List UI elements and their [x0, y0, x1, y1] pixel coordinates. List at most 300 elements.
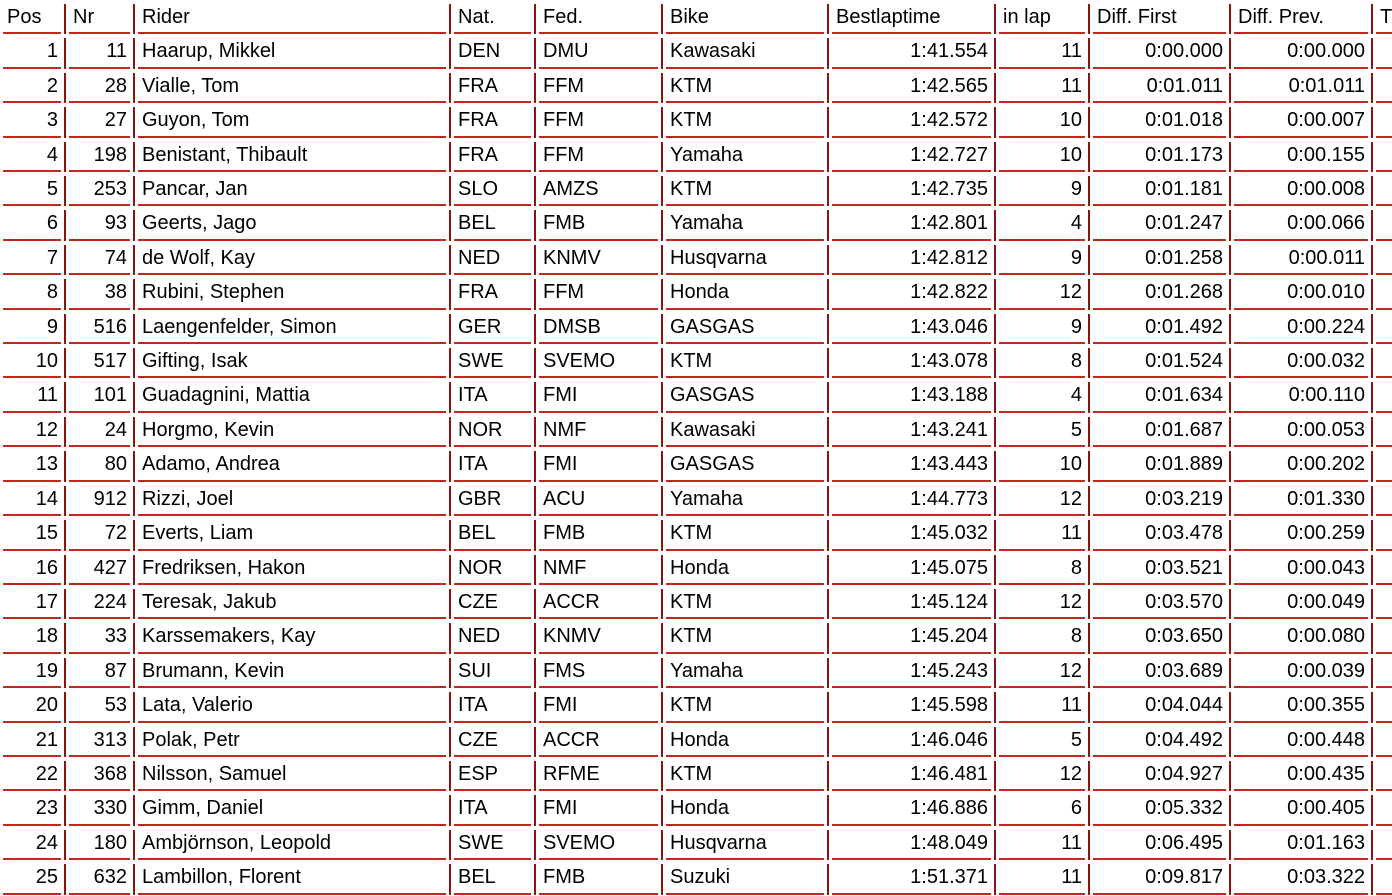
- cell-bestlaptime: 1:45.124: [829, 585, 996, 619]
- cell-bestlaptime: 1:45.204: [829, 619, 996, 653]
- cell-in-lap: 12: [996, 757, 1090, 791]
- cell-nr: 427: [66, 551, 135, 585]
- cell-diff-first: 0:03.219: [1090, 482, 1231, 516]
- cell-bike: KTM: [663, 619, 829, 653]
- cell-bike: Yamaha: [663, 482, 829, 516]
- cell-bike: KTM: [663, 688, 829, 722]
- cell-diff-first: 0:01.268: [1090, 275, 1231, 309]
- cell-fed: NMF: [536, 413, 663, 447]
- header-row: [0, 0, 1392, 34]
- cell-rider: Ambjörnson, Leopold: [135, 826, 451, 860]
- table-row: [0, 172, 1392, 206]
- cell-truncated: [1373, 688, 1392, 722]
- cell-nat: DEN: [451, 34, 536, 68]
- table-row: [0, 860, 1392, 894]
- cell-bike: KTM: [663, 69, 829, 103]
- cell-diff-prev: 0:00.405: [1231, 791, 1373, 825]
- cell-diff-first: 0:01.247: [1090, 206, 1231, 240]
- cell-nat: FRA: [451, 103, 536, 137]
- cell-diff-prev: 0:00.259: [1231, 516, 1373, 550]
- cell-pos: 7: [0, 241, 66, 275]
- cell-diff-first: 0:03.689: [1090, 654, 1231, 688]
- cell-pos: 23: [0, 791, 66, 825]
- cell-bike: Kawasaki: [663, 34, 829, 68]
- cell-fed: FMB: [536, 860, 663, 894]
- cell-pos: 10: [0, 344, 66, 378]
- column-header-pos: Pos: [0, 0, 66, 34]
- table-row: [0, 34, 1392, 68]
- cell-in-lap: 8: [996, 344, 1090, 378]
- cell-nat: SLO: [451, 172, 536, 206]
- table-row: [0, 723, 1392, 757]
- cell-truncated: [1373, 241, 1392, 275]
- cell-rider: Nilsson, Samuel: [135, 757, 451, 791]
- cell-bike: Husqvarna: [663, 241, 829, 275]
- cell-nr: 27: [66, 103, 135, 137]
- cell-fed: FFM: [536, 138, 663, 172]
- cell-diff-first: 0:03.650: [1090, 619, 1231, 653]
- cell-in-lap: 11: [996, 516, 1090, 550]
- cell-truncated: [1373, 69, 1392, 103]
- cell-bike: Husqvarna: [663, 826, 829, 860]
- cell-bike: KTM: [663, 757, 829, 791]
- cell-nat: BEL: [451, 516, 536, 550]
- cell-nr: 368: [66, 757, 135, 791]
- column-header-in-lap: in lap: [996, 0, 1090, 34]
- cell-pos: 18: [0, 619, 66, 653]
- cell-bike: Honda: [663, 791, 829, 825]
- cell-diff-prev: 0:00.202: [1231, 447, 1373, 481]
- table-row: [0, 69, 1392, 103]
- cell-bestlaptime: 1:42.572: [829, 103, 996, 137]
- cell-truncated: [1373, 206, 1392, 240]
- cell-diff-prev: 0:00.448: [1231, 723, 1373, 757]
- cell-pos: 1: [0, 34, 66, 68]
- cell-diff-prev: 0:01.011: [1231, 69, 1373, 103]
- table-row: [0, 516, 1392, 550]
- cell-diff-prev: 0:00.039: [1231, 654, 1373, 688]
- cell-truncated: [1373, 757, 1392, 791]
- cell-nr: 53: [66, 688, 135, 722]
- cell-pos: 9: [0, 310, 66, 344]
- cell-nat: BEL: [451, 860, 536, 894]
- column-header-diff-prev: Diff. Prev.: [1231, 0, 1373, 34]
- cell-truncated: [1373, 413, 1392, 447]
- cell-diff-first: 0:06.495: [1090, 826, 1231, 860]
- cell-nr: 313: [66, 723, 135, 757]
- cell-diff-prev: 0:00.155: [1231, 138, 1373, 172]
- cell-diff-prev: 0:03.322: [1231, 860, 1373, 894]
- cell-pos: 11: [0, 378, 66, 412]
- cell-fed: FFM: [536, 103, 663, 137]
- cell-bestlaptime: 1:46.481: [829, 757, 996, 791]
- table-row: [0, 241, 1392, 275]
- cell-pos: 6: [0, 206, 66, 240]
- cell-bestlaptime: 1:45.075: [829, 551, 996, 585]
- cell-fed: FFM: [536, 69, 663, 103]
- cell-truncated: [1373, 138, 1392, 172]
- cell-nat: NOR: [451, 413, 536, 447]
- cell-rider: Rubini, Stephen: [135, 275, 451, 309]
- table-row: [0, 826, 1392, 860]
- cell-bike: KTM: [663, 516, 829, 550]
- cell-nr: 28: [66, 69, 135, 103]
- cell-in-lap: 8: [996, 619, 1090, 653]
- cell-nat: NED: [451, 241, 536, 275]
- cell-in-lap: 5: [996, 413, 1090, 447]
- cell-rider: Pancar, Jan: [135, 172, 451, 206]
- cell-rider: Karssemakers, Kay: [135, 619, 451, 653]
- cell-fed: KNMV: [536, 241, 663, 275]
- cell-in-lap: 9: [996, 172, 1090, 206]
- cell-nat: FRA: [451, 69, 536, 103]
- cell-nr: 101: [66, 378, 135, 412]
- cell-fed: AMZS: [536, 172, 663, 206]
- cell-rider: Geerts, Jago: [135, 206, 451, 240]
- cell-nat: CZE: [451, 723, 536, 757]
- cell-diff-prev: 0:00.011: [1231, 241, 1373, 275]
- cell-in-lap: 11: [996, 69, 1090, 103]
- cell-diff-first: 0:01.181: [1090, 172, 1231, 206]
- cell-pos: 25: [0, 860, 66, 894]
- cell-nat: GER: [451, 310, 536, 344]
- cell-diff-prev: 0:00.043: [1231, 551, 1373, 585]
- cell-bestlaptime: 1:42.727: [829, 138, 996, 172]
- cell-diff-prev: 0:00.080: [1231, 619, 1373, 653]
- cell-bike: Honda: [663, 723, 829, 757]
- cell-pos: 8: [0, 275, 66, 309]
- cell-bike: KTM: [663, 344, 829, 378]
- cell-in-lap: 9: [996, 241, 1090, 275]
- cell-rider: Laengenfelder, Simon: [135, 310, 451, 344]
- table-row: [0, 413, 1392, 447]
- cell-pos: 12: [0, 413, 66, 447]
- table-row: [0, 103, 1392, 137]
- cell-diff-prev: 0:00.435: [1231, 757, 1373, 791]
- cell-rider: Brumann, Kevin: [135, 654, 451, 688]
- cell-bestlaptime: 1:43.046: [829, 310, 996, 344]
- cell-truncated: [1373, 172, 1392, 206]
- cell-in-lap: 6: [996, 791, 1090, 825]
- cell-bike: GASGAS: [663, 447, 829, 481]
- cell-diff-first: 0:01.687: [1090, 413, 1231, 447]
- cell-fed: DMU: [536, 34, 663, 68]
- cell-nr: 330: [66, 791, 135, 825]
- cell-nat: ITA: [451, 791, 536, 825]
- cell-rider: Rizzi, Joel: [135, 482, 451, 516]
- table-row: [0, 344, 1392, 378]
- cell-fed: SVEMO: [536, 344, 663, 378]
- cell-fed: NMF: [536, 551, 663, 585]
- cell-pos: 3: [0, 103, 66, 137]
- cell-bestlaptime: 1:43.188: [829, 378, 996, 412]
- cell-diff-first: 0:01.889: [1090, 447, 1231, 481]
- cell-nr: 516: [66, 310, 135, 344]
- cell-diff-prev: 0:00.224: [1231, 310, 1373, 344]
- cell-in-lap: 12: [996, 275, 1090, 309]
- cell-diff-prev: 0:00.010: [1231, 275, 1373, 309]
- cell-pos: 16: [0, 551, 66, 585]
- cell-in-lap: 10: [996, 447, 1090, 481]
- cell-bike: KTM: [663, 585, 829, 619]
- cell-truncated: [1373, 791, 1392, 825]
- cell-nr: 11: [66, 34, 135, 68]
- cell-in-lap: 12: [996, 654, 1090, 688]
- cell-diff-first: 0:00.000: [1090, 34, 1231, 68]
- cell-diff-prev: 0:00.053: [1231, 413, 1373, 447]
- cell-nr: 180: [66, 826, 135, 860]
- cell-truncated: [1373, 310, 1392, 344]
- cell-bestlaptime: 1:46.046: [829, 723, 996, 757]
- cell-in-lap: 11: [996, 826, 1090, 860]
- cell-in-lap: 10: [996, 138, 1090, 172]
- cell-diff-prev: 0:00.032: [1231, 344, 1373, 378]
- cell-pos: 22: [0, 757, 66, 791]
- table-row: [0, 551, 1392, 585]
- cell-in-lap: 4: [996, 378, 1090, 412]
- cell-diff-first: 0:01.634: [1090, 378, 1231, 412]
- cell-pos: 21: [0, 723, 66, 757]
- cell-bike: Honda: [663, 275, 829, 309]
- cell-nat: SWE: [451, 826, 536, 860]
- cell-nr: 33: [66, 619, 135, 653]
- cell-bike: Kawasaki: [663, 413, 829, 447]
- cell-truncated: [1373, 619, 1392, 653]
- cell-diff-first: 0:03.570: [1090, 585, 1231, 619]
- cell-diff-prev: 0:00.355: [1231, 688, 1373, 722]
- cell-diff-first: 0:01.492: [1090, 310, 1231, 344]
- table-row: [0, 275, 1392, 309]
- table-row: [0, 310, 1392, 344]
- cell-bestlaptime: 1:42.565: [829, 69, 996, 103]
- cell-bestlaptime: 1:43.443: [829, 447, 996, 481]
- cell-diff-prev: 0:00.000: [1231, 34, 1373, 68]
- cell-fed: FMB: [536, 516, 663, 550]
- cell-rider: Lata, Valerio: [135, 688, 451, 722]
- cell-in-lap: 11: [996, 34, 1090, 68]
- cell-rider: Adamo, Andrea: [135, 447, 451, 481]
- cell-truncated: [1373, 516, 1392, 550]
- cell-nr: 198: [66, 138, 135, 172]
- cell-nat: BEL: [451, 206, 536, 240]
- cell-bestlaptime: 1:43.078: [829, 344, 996, 378]
- cell-fed: SVEMO: [536, 826, 663, 860]
- cell-truncated: [1373, 585, 1392, 619]
- cell-nr: 93: [66, 206, 135, 240]
- cell-rider: Benistant, Thibault: [135, 138, 451, 172]
- cell-bestlaptime: 1:48.049: [829, 826, 996, 860]
- cell-fed: FFM: [536, 275, 663, 309]
- table-row: [0, 688, 1392, 722]
- cell-bestlaptime: 1:41.554: [829, 34, 996, 68]
- cell-pos: 13: [0, 447, 66, 481]
- cell-diff-prev: 0:01.163: [1231, 826, 1373, 860]
- cell-truncated: [1373, 482, 1392, 516]
- cell-diff-first: 0:01.018: [1090, 103, 1231, 137]
- cell-rider: Gimm, Daniel: [135, 791, 451, 825]
- table-row: [0, 206, 1392, 240]
- cell-bestlaptime: 1:42.801: [829, 206, 996, 240]
- cell-bestlaptime: 1:43.241: [829, 413, 996, 447]
- cell-diff-first: 0:04.927: [1090, 757, 1231, 791]
- cell-diff-first: 0:04.044: [1090, 688, 1231, 722]
- cell-pos: 24: [0, 826, 66, 860]
- cell-nr: 224: [66, 585, 135, 619]
- cell-nat: SWE: [451, 344, 536, 378]
- cell-truncated: [1373, 860, 1392, 894]
- cell-nat: GBR: [451, 482, 536, 516]
- cell-bestlaptime: 1:46.886: [829, 791, 996, 825]
- cell-diff-prev: 0:00.066: [1231, 206, 1373, 240]
- cell-nat: FRA: [451, 138, 536, 172]
- cell-fed: FMI: [536, 447, 663, 481]
- cell-pos: 17: [0, 585, 66, 619]
- cell-rider: Vialle, Tom: [135, 69, 451, 103]
- cell-nat: ESP: [451, 757, 536, 791]
- cell-rider: Guadagnini, Mattia: [135, 378, 451, 412]
- table-row: [0, 654, 1392, 688]
- cell-in-lap: 5: [996, 723, 1090, 757]
- cell-nat: NED: [451, 619, 536, 653]
- cell-fed: FMS: [536, 654, 663, 688]
- cell-fed: DMSB: [536, 310, 663, 344]
- cell-nr: 87: [66, 654, 135, 688]
- cell-rider: Guyon, Tom: [135, 103, 451, 137]
- table-row: [0, 757, 1392, 791]
- cell-diff-first: 0:01.258: [1090, 241, 1231, 275]
- cell-rider: Teresak, Jakub: [135, 585, 451, 619]
- cell-nr: 517: [66, 344, 135, 378]
- cell-bike: Yamaha: [663, 654, 829, 688]
- cell-diff-prev: 0:00.110: [1231, 378, 1373, 412]
- cell-bike: GASGAS: [663, 310, 829, 344]
- cell-truncated: [1373, 551, 1392, 585]
- cell-rider: Polak, Petr: [135, 723, 451, 757]
- cell-pos: 5: [0, 172, 66, 206]
- cell-fed: ACCR: [536, 723, 663, 757]
- cell-bike: Yamaha: [663, 138, 829, 172]
- table-row: [0, 791, 1392, 825]
- column-header-nr: Nr: [66, 0, 135, 34]
- cell-diff-prev: 0:00.007: [1231, 103, 1373, 137]
- cell-bike: Yamaha: [663, 206, 829, 240]
- cell-pos: 15: [0, 516, 66, 550]
- cell-nr: 912: [66, 482, 135, 516]
- cell-nat: ITA: [451, 378, 536, 412]
- cell-fed: KNMV: [536, 619, 663, 653]
- table-row: [0, 482, 1392, 516]
- cell-in-lap: 4: [996, 206, 1090, 240]
- cell-diff-first: 0:01.173: [1090, 138, 1231, 172]
- cell-truncated: [1373, 723, 1392, 757]
- cell-pos: 2: [0, 69, 66, 103]
- cell-nr: 38: [66, 275, 135, 309]
- cell-pos: 14: [0, 482, 66, 516]
- cell-fed: FMI: [536, 688, 663, 722]
- cell-fed: FMI: [536, 791, 663, 825]
- cell-in-lap: 11: [996, 688, 1090, 722]
- cell-rider: Lambillon, Florent: [135, 860, 451, 894]
- cell-truncated: [1373, 447, 1392, 481]
- cell-nat: ITA: [451, 688, 536, 722]
- cell-bike: Suzuki: [663, 860, 829, 894]
- cell-truncated: [1373, 103, 1392, 137]
- table-row: [0, 619, 1392, 653]
- cell-nr: 74: [66, 241, 135, 275]
- column-header-bestlaptime: Bestlaptime: [829, 0, 996, 34]
- cell-bike: KTM: [663, 172, 829, 206]
- cell-nr: 24: [66, 413, 135, 447]
- cell-nat: CZE: [451, 585, 536, 619]
- cell-bestlaptime: 1:42.812: [829, 241, 996, 275]
- cell-truncated: [1373, 378, 1392, 412]
- cell-nr: 80: [66, 447, 135, 481]
- cell-fed: ACU: [536, 482, 663, 516]
- cell-nr: 253: [66, 172, 135, 206]
- cell-diff-first: 0:01.011: [1090, 69, 1231, 103]
- cell-nat: NOR: [451, 551, 536, 585]
- cell-diff-first: 0:03.478: [1090, 516, 1231, 550]
- cell-in-lap: 9: [996, 310, 1090, 344]
- cell-truncated: [1373, 344, 1392, 378]
- cell-rider: Everts, Liam: [135, 516, 451, 550]
- cell-rider: Horgmo, Kevin: [135, 413, 451, 447]
- cell-truncated: [1373, 654, 1392, 688]
- cell-diff-prev: 0:01.330: [1231, 482, 1373, 516]
- cell-nr: 72: [66, 516, 135, 550]
- column-header-diff-first: Diff. First: [1090, 0, 1231, 34]
- cell-bestlaptime: 1:44.773: [829, 482, 996, 516]
- cell-nat: ITA: [451, 447, 536, 481]
- cell-bike: GASGAS: [663, 378, 829, 412]
- cell-in-lap: 8: [996, 551, 1090, 585]
- cell-in-lap: 11: [996, 860, 1090, 894]
- cell-bestlaptime: 1:45.598: [829, 688, 996, 722]
- cell-bestlaptime: 1:42.735: [829, 172, 996, 206]
- cell-rider: Haarup, Mikkel: [135, 34, 451, 68]
- cell-diff-prev: 0:00.049: [1231, 585, 1373, 619]
- column-header-bike: Bike: [663, 0, 829, 34]
- column-header-truncated: T: [1373, 0, 1392, 34]
- column-header-fed: Fed.: [536, 0, 663, 34]
- cell-nr: 632: [66, 860, 135, 894]
- cell-diff-first: 0:01.524: [1090, 344, 1231, 378]
- table-row: [0, 447, 1392, 481]
- table-row: [0, 378, 1392, 412]
- cell-in-lap: 10: [996, 103, 1090, 137]
- cell-truncated: [1373, 275, 1392, 309]
- cell-fed: RFME: [536, 757, 663, 791]
- cell-diff-prev: 0:00.008: [1231, 172, 1373, 206]
- cell-rider: Gifting, Isak: [135, 344, 451, 378]
- table-row: [0, 585, 1392, 619]
- cell-bestlaptime: 1:51.371: [829, 860, 996, 894]
- cell-bike: KTM: [663, 103, 829, 137]
- cell-fed: ACCR: [536, 585, 663, 619]
- cell-in-lap: 12: [996, 585, 1090, 619]
- cell-truncated: [1373, 34, 1392, 68]
- cell-diff-first: 0:05.332: [1090, 791, 1231, 825]
- cell-diff-first: 0:09.817: [1090, 860, 1231, 894]
- cell-truncated: [1373, 826, 1392, 860]
- cell-fed: FMI: [536, 378, 663, 412]
- cell-bestlaptime: 1:45.032: [829, 516, 996, 550]
- cell-pos: 19: [0, 654, 66, 688]
- cell-diff-first: 0:04.492: [1090, 723, 1231, 757]
- cell-nat: FRA: [451, 275, 536, 309]
- cell-fed: FMB: [536, 206, 663, 240]
- column-header-nat: Nat.: [451, 0, 536, 34]
